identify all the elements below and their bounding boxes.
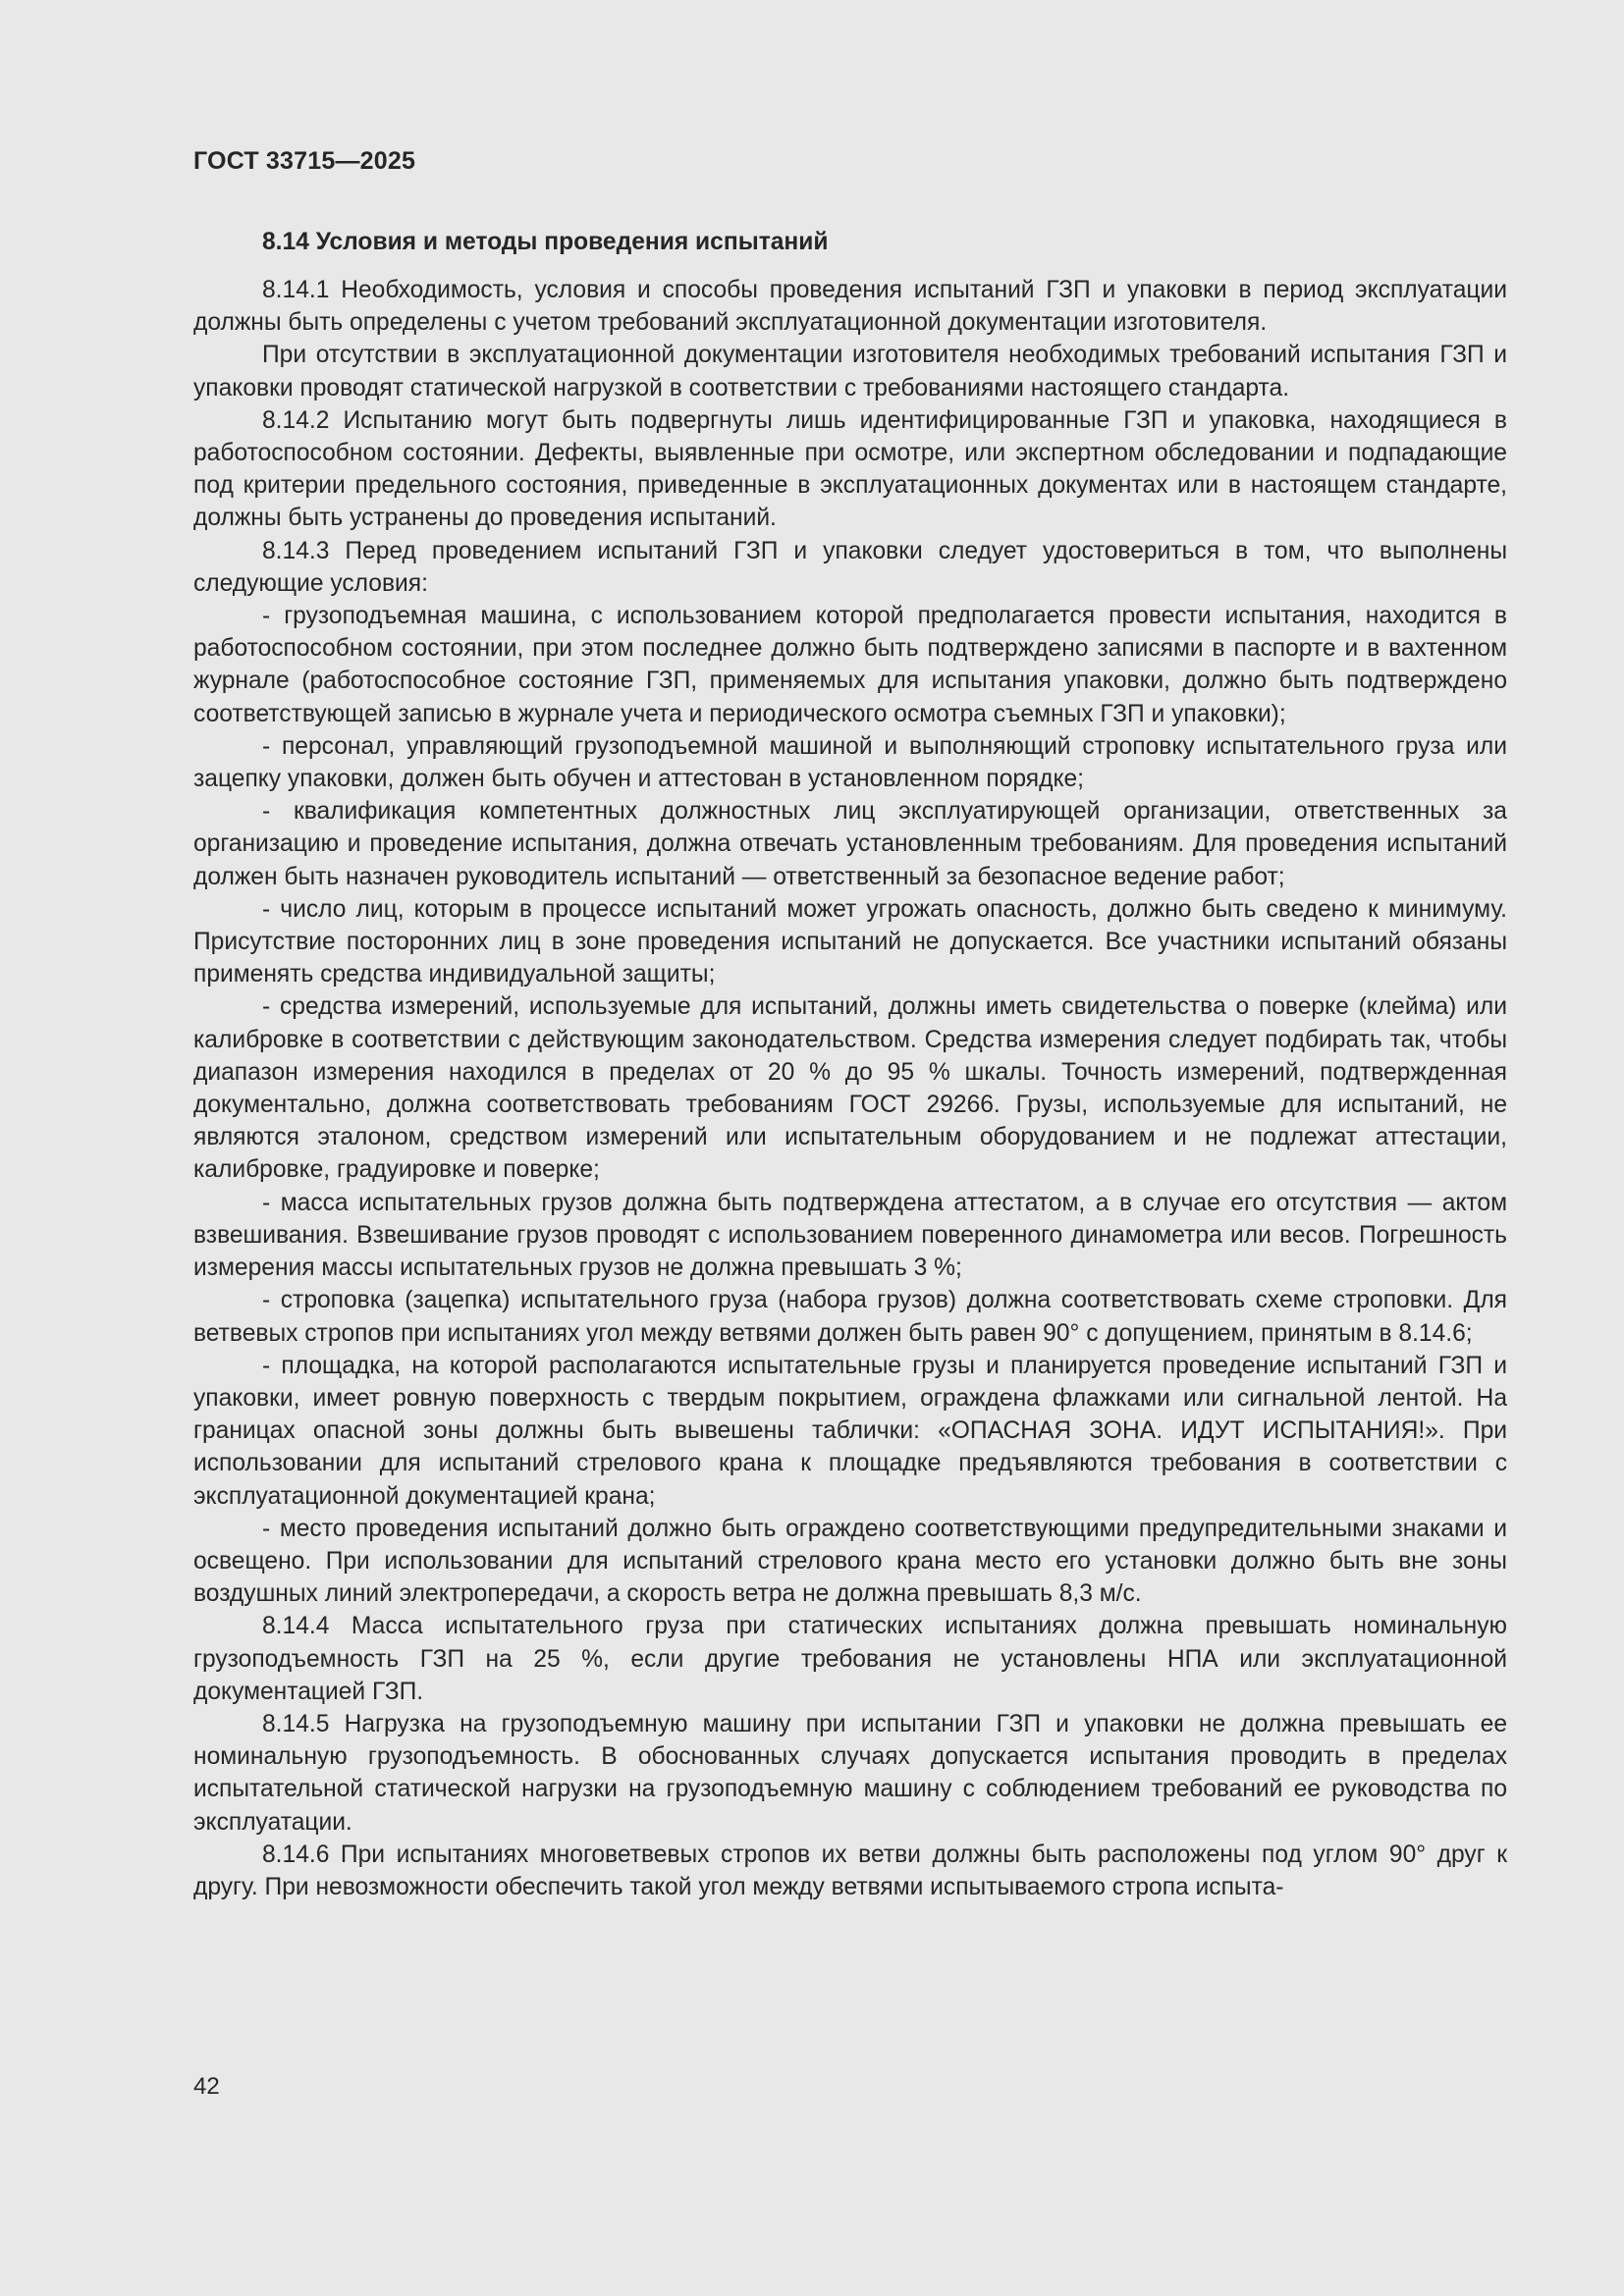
paragraph-8-14-6: 8.14.6 При испытаниях многоветвевых стропов их ветви должны быть расположены под углом 90° друг к другу. При невозможности обеспечить такой угол между ветвями испытываемого стропа испыта- (193, 1841, 1507, 1900)
paragraph-8-14-2: 8.14.2 Испытанию могут быть подвергнуты лишь идентифицированные ГЗП и упаковка, находящиеся в работоспособном состоянии. Дефекты, выявленные при осмотре, или экспертном обследовании и подпадающие под критерии предельного состояния, приведенные в эксплуатационных документах или в настоящем стандарте, должны быть устранены до проведения испытаний. (193, 406, 1507, 532)
paragraph-8-14-1: 8.14.1 Необходимость, условия и способы проведения испытаний ГЗП и упаковки в период эксплуатации должны быть определены с учетом требований эксплуатационной документации изготовителя. (193, 277, 1507, 337)
paragraph-8-14-3: 8.14.3 Перед проведением испытаний ГЗП и упаковки следует удостовериться в том, что выполнены следующие условия: (193, 537, 1507, 597)
paragraph-absence-requirements: При отсутствии в эксплуатационной документации изготовителя необходимых требований испытания ГЗП и упаковки проводят статической нагрузкой в соответствии с требованиями настоящего стандарта. (193, 342, 1507, 401)
list-item-persons-at-risk: - число лиц, которым в процессе испытаний может угрожать опасность, должно быть сведено к минимуму. Присутствие посторонних лиц в зоне проведения испытаний не допускается. Все участники испытаний обязаны применять средства индивидуальной защиты; (193, 895, 1507, 988)
list-item-test-location: - место проведения испытаний должно быть ограждено соответствующими предупредительными знаками и освещено. При использовании для испытаний стрелового крана место его установки должно быть вне зоны воздушных линий электропередачи, а скорость ветра не должна превышать 8,3 м/с. (193, 1515, 1507, 1608)
list-item-test-site: - площадка, на которой располагаются испытательные грузы и планируется проведение испытаний ГЗП и упаковки, имеет ровную поверхность с твердым покрытием, ограждена флажками или сигнальной лентой. На границах опасной зоны должны быть вывешены таблички: «ОПАСНАЯ ЗОНА. ИДУТ ИСПЫТАНИЯ!». При использовании для испытаний стрелового крана к площадке предъявляются требования в соответствии с эксплуатационной документацией крана; (193, 1352, 1507, 1510)
list-item-qualification: - квалификация компетентных должностных лиц эксплуатирующей организации, ответственных за организацию и проведение испытания, должна отвечать установленным требованиям. Для проведения испытаний должен быть назначен руководитель испытаний — ответственный за безопасное ведение работ; (193, 798, 1507, 890)
paragraph-8-14-4: 8.14.4 Масса испытательного груза при статических испытаниях должна превышать номинальную грузоподъемность ГЗП на 25 %, если другие требования не установлены НПА или эксплуатационной документацией ГЗП. (193, 1613, 1507, 1705)
paragraph-8-14-5: 8.14.5 Нагрузка на грузоподъемную машину при испытании ГЗП и упаковки не должна превышать ее номинальную грузоподъемность. В обоснованных случаях допускается испытания проводить в пределах испытательной статической нагрузки на грузоподъемную машину с соблюдением требований ее руководства по эксплуатации. (193, 1710, 1507, 1836)
list-item-slinging: - строповка (зацепка) испытательного груза (набора грузов) должна соответствовать схеме строповки. Для ветвевых стропов при испытаниях угол между ветвями должен быть равен 90° с допущением, принятым в 8.14.6; (193, 1287, 1507, 1347)
document-header: ГОСТ 33715—2025 (193, 147, 416, 175)
list-item-test-load-mass: - масса испытательных грузов должна быть подтверждена аттестатом, а в случае его отсутствия — актом взвешивания. Взвешивание грузов проводят с использованием поверенного динамометра или весов. Погрешность измерения массы испытательных грузов не должна превышать 3 %; (193, 1189, 1507, 1282)
page-number: 42 (193, 2073, 220, 2100)
document-body (193, 223, 1507, 1903)
list-item-measuring-instruments: - средства измерений, используемые для испытаний, должны иметь свидетельства о поверке (клейма) или калибровке в соответствии с действующим законодательством. Средства измерения следует подбирать так, чтобы диапазон измерения находился в пределах от 20 % до 95 % шкалы. Точность измерений, подтвержденная документально, должна соответствовать требованиям ГОСТ 29266. Грузы, используемые для испытаний, не являются эталоном, средством измерений или испытательным оборудованием и не подлежат аттестации, калибровке, градуировке и поверке; (193, 993, 1507, 1184)
section-title: 8.14 Условия и методы проведения испытаний (262, 229, 829, 255)
list-item-personnel: - персонал, управляющий грузоподъемной машиной и выполняющий строповку испытательного груза или зацепку упаковки, должен быть обучен и аттестован в установленном порядке; (193, 732, 1507, 793)
list-item-crane-condition: - грузоподъемная машина, с использованием которой предполагается провести испытания, находится в работоспособном состоянии, при этом последнее должно быть подтверждено записями в паспорте и в вахтенном журнале (работоспособное состояние ГЗП, применяемых для испытания упаковки, должно быть подтверждено соответствующей записью в журнале учета и периодического осмотра съемных ГЗП и упаковки); (193, 603, 1507, 727)
